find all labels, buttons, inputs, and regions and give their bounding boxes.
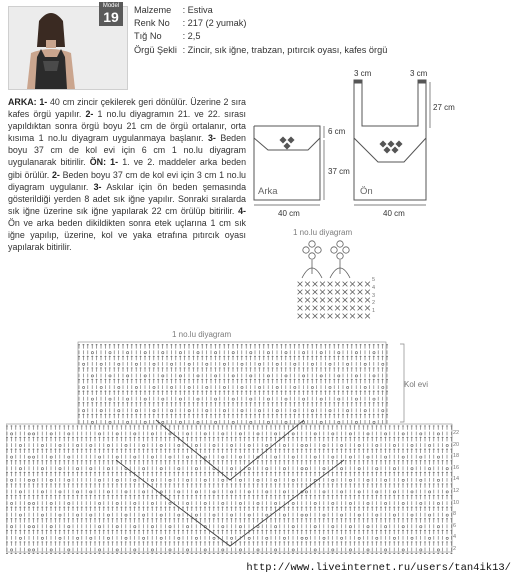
row-number: 3 xyxy=(372,292,376,299)
instruction-step-text: 40 cm zincir çekilerek geri dönülür. Üzerine 2 sıra kafes örgü yapılır. xyxy=(8,97,246,120)
instruction-step-label: 4- xyxy=(238,205,246,216)
chart-center-motif xyxy=(116,420,344,546)
spec-value: : Estiva xyxy=(182,5,213,15)
instruction-step-label: 3- xyxy=(93,181,102,192)
instruction-step-text: Askılar için ön beden şemasında gösterildiği yerden 8 adet sık iğne yapılır. Sonraki sıralarda sık iğne üzerine sık iğne yapılarak 22 cm örülüp bitirilir. xyxy=(8,181,247,216)
row-number: 18 xyxy=(453,453,460,460)
spec-key: Malzeme xyxy=(134,5,172,15)
on-shape xyxy=(354,80,426,200)
row-number: 1 xyxy=(372,308,376,315)
spec-value: : 217 (2 yumak) xyxy=(182,18,247,29)
row-number: 4 xyxy=(453,534,457,541)
small-diagram-label: 1 no.lu diyagram xyxy=(293,228,353,237)
spec-row-tig xyxy=(134,30,387,43)
on-width-dim: 40 cm xyxy=(383,209,405,218)
spec-value: : 2,5 xyxy=(182,31,201,42)
strap-width-left-dim: 3 cm xyxy=(354,69,372,78)
arka-width-dim: 40 cm xyxy=(278,209,300,218)
instruction-step-text: 1. ve 2. maddeler arka beden gibi örülür. xyxy=(8,157,247,180)
row-number: 6 xyxy=(453,522,457,529)
instruction-step-text: Ön ve arka beden dikildikten sonra etek uçlarına 1 cm sık iğne yapılıp, üzerine, kol ve yaka etrafına pıtırcık oyası yapılarak bitirilir. xyxy=(8,217,246,253)
body-height-dim: 37 cm xyxy=(328,167,350,176)
on-label: Ön xyxy=(360,186,373,197)
row-number: 16 xyxy=(453,464,460,471)
instruction-step-label: 3- xyxy=(207,133,216,144)
spec-key: Tığ No xyxy=(134,31,162,42)
row-number: 10 xyxy=(453,499,460,506)
instruction-step-text: 1 no.lu diyagramın 21. ve 22. sırası yapıldıktan sonra örgü boyu 21 cm de örgü ortalanır, orta kısıma 1 no.lu diyagram uygulanmaya başlanır. xyxy=(8,109,246,144)
spec-row-malzeme xyxy=(134,4,387,17)
small-diagram-row-numbers xyxy=(372,277,382,316)
big-chart-row-numbers xyxy=(453,428,459,556)
chart-stitches xyxy=(6,344,452,554)
strap-width-right-dim: 3 cm xyxy=(410,69,428,78)
strap-height-dim: 27 cm xyxy=(433,103,455,112)
row-number: 22 xyxy=(453,430,460,436)
row-number: 5 xyxy=(372,277,376,283)
big-chart-label: 1 no.lu diyagram xyxy=(172,330,232,339)
row-number: 2 xyxy=(453,545,457,552)
model-badge xyxy=(99,2,123,26)
instruction-step-text: Beden boyu 37 cm de kol evi için 6 cm 1 no.lu diyagram uygulanarak bitirilir. xyxy=(8,133,246,168)
spec-row-orgu xyxy=(134,44,387,57)
materials-specs xyxy=(134,4,387,57)
arka-armhole-dim: 6 cm xyxy=(328,127,346,136)
arka-label: Arka xyxy=(258,186,278,197)
row-number: 14 xyxy=(453,476,460,483)
row-number: 2 xyxy=(372,300,376,307)
row-number: 8 xyxy=(453,511,457,518)
row-number: 20 xyxy=(453,441,460,448)
spec-key: Renk No xyxy=(134,18,170,29)
spec-value: : Zincir, sık iğne, trabzan, pıtırcık oyası, kafes örgü xyxy=(182,44,388,55)
spec-key: Örgü Şekli xyxy=(134,44,177,55)
row-number: 12 xyxy=(453,487,460,494)
model-label: Model xyxy=(102,3,120,9)
instruction-step-label: ARKA: 1- xyxy=(8,97,48,107)
instruction-step-label: ÖN: 1- xyxy=(89,157,119,168)
instruction-step-label: 2- xyxy=(51,169,60,180)
pattern-instructions xyxy=(8,96,246,253)
chart-top-frame xyxy=(78,342,386,424)
instruction-step-label: 2- xyxy=(85,109,94,120)
garment-schematic xyxy=(248,68,510,228)
row-number: 4 xyxy=(372,284,376,291)
stitch-symbols xyxy=(298,241,370,319)
crochet-pattern-chart xyxy=(6,340,464,554)
source-url: http://www.liveinternet.ru/users/tan4ik13/ xyxy=(246,562,511,574)
kol-evi-label: Kol evi xyxy=(404,380,429,389)
instruction-step-text: Beden boyu 37 cm de kol evi için 3 cm 1 no.lu diyagram uygulanır. xyxy=(8,169,246,192)
spec-row-renk xyxy=(134,17,387,30)
model-number: 19 xyxy=(103,9,119,25)
